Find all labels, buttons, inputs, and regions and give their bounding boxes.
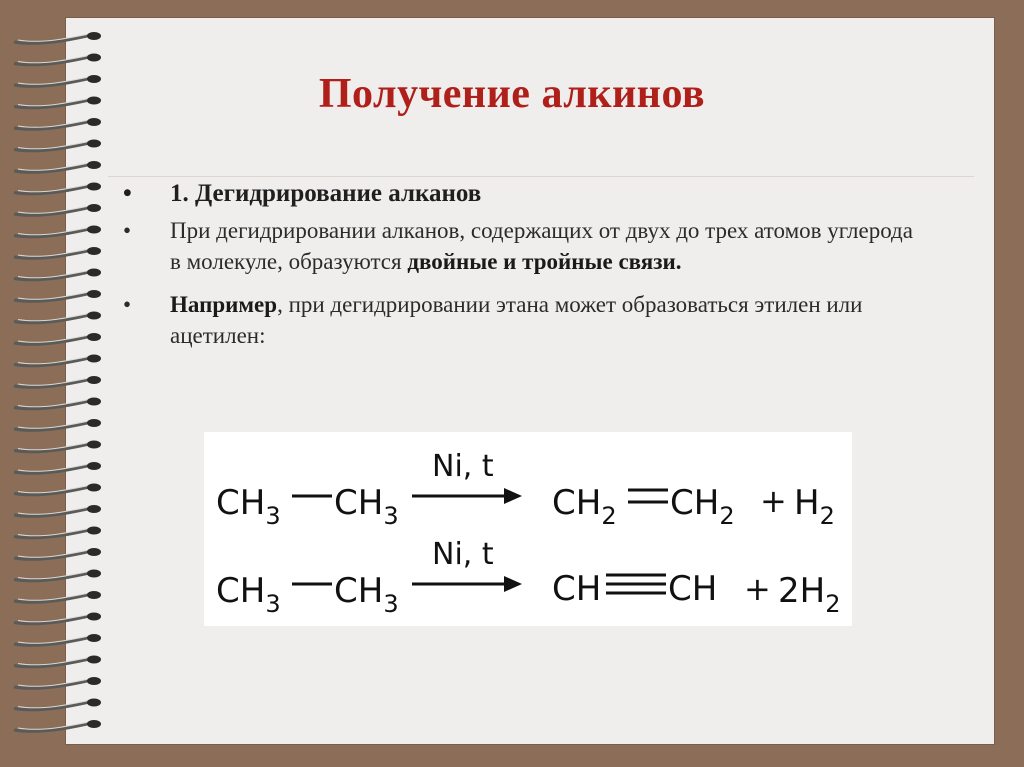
binding-ring xyxy=(14,613,101,624)
product-ch-right: CH xyxy=(668,569,718,609)
byproduct-h2: $H_2$ xyxy=(794,483,835,530)
binding-ring xyxy=(14,226,101,237)
reactant-ch3-right: $CH_3$ xyxy=(334,571,399,618)
product-ch2-left: $CH_2$ xyxy=(552,483,617,530)
binding-ring xyxy=(14,355,101,366)
reactant-ch3-left: $CH_3$ xyxy=(216,483,281,530)
bullet-item xyxy=(123,289,923,351)
bullet-bold-text: двойные и тройные связи. xyxy=(407,249,682,274)
binding-ring xyxy=(14,634,101,645)
binding-ring xyxy=(14,118,101,129)
bullet-text: , при дегидрировании этана может образоваться этилен или ацетилен: xyxy=(170,292,863,348)
binding-ring xyxy=(14,527,101,538)
binding-ring xyxy=(14,484,101,495)
plus-sign: + xyxy=(760,482,787,520)
bullet-marker: • xyxy=(123,218,132,243)
reaction-row-ethylene xyxy=(216,449,835,530)
arrow-head xyxy=(504,576,522,592)
binding-ring xyxy=(14,677,101,688)
binding-ring xyxy=(14,140,101,151)
bullet-heading xyxy=(123,178,923,209)
catalyst-label: Ni, t xyxy=(432,449,494,484)
binding-ring xyxy=(14,32,101,43)
bullet-text: При дегидрировании алканов, содержащих от двух до трех атомов углерода в молекуле, образуются xyxy=(170,218,913,274)
binding-ring xyxy=(14,419,101,430)
bullet-marker: • xyxy=(123,292,132,317)
reaction-equations xyxy=(204,432,852,626)
plus-sign: + xyxy=(744,570,771,608)
bullet-marker: • xyxy=(123,180,132,207)
bullet-text: 1. Дегидрирование алканов xyxy=(170,180,482,207)
binding-ring xyxy=(14,656,101,667)
product-ch-left: CH xyxy=(552,569,602,609)
reaction-scheme xyxy=(204,432,852,626)
binding-ring xyxy=(14,699,101,710)
title-divider xyxy=(108,176,974,177)
reactant-ch3-left: $CH_3$ xyxy=(216,571,281,618)
reaction-row-acetylene xyxy=(216,537,840,618)
binding-ring xyxy=(14,376,101,387)
byproduct-2h2: $2H_2$ xyxy=(778,571,841,618)
binding-ring xyxy=(14,247,101,258)
binding-ring xyxy=(14,720,101,731)
bullet-item xyxy=(123,215,923,277)
binding-ring xyxy=(14,441,101,452)
bullet-list xyxy=(123,178,923,363)
product-ch2-right: $CH_2$ xyxy=(670,483,735,530)
binding-ring xyxy=(14,269,101,280)
binding-ring xyxy=(14,290,101,301)
binding-ring xyxy=(14,333,101,344)
arrow-head xyxy=(504,488,522,504)
reactant-ch3-right: $CH_3$ xyxy=(334,483,399,530)
binding-ring xyxy=(14,54,101,65)
binding-ring xyxy=(14,548,101,559)
binding-ring xyxy=(14,505,101,516)
binding-ring xyxy=(14,204,101,215)
binding-ring xyxy=(14,398,101,409)
binding-ring xyxy=(14,161,101,172)
bullet-bold-text: Например xyxy=(170,292,278,317)
slide-page xyxy=(66,18,994,744)
binding-ring xyxy=(14,591,101,602)
slide-title: Получение алкинов xyxy=(318,71,706,117)
binding-ring xyxy=(14,312,101,323)
binding-ring xyxy=(14,462,101,473)
binding-ring xyxy=(14,183,101,194)
catalyst-label: Ni, t xyxy=(432,537,494,572)
binding-ring xyxy=(14,570,101,581)
